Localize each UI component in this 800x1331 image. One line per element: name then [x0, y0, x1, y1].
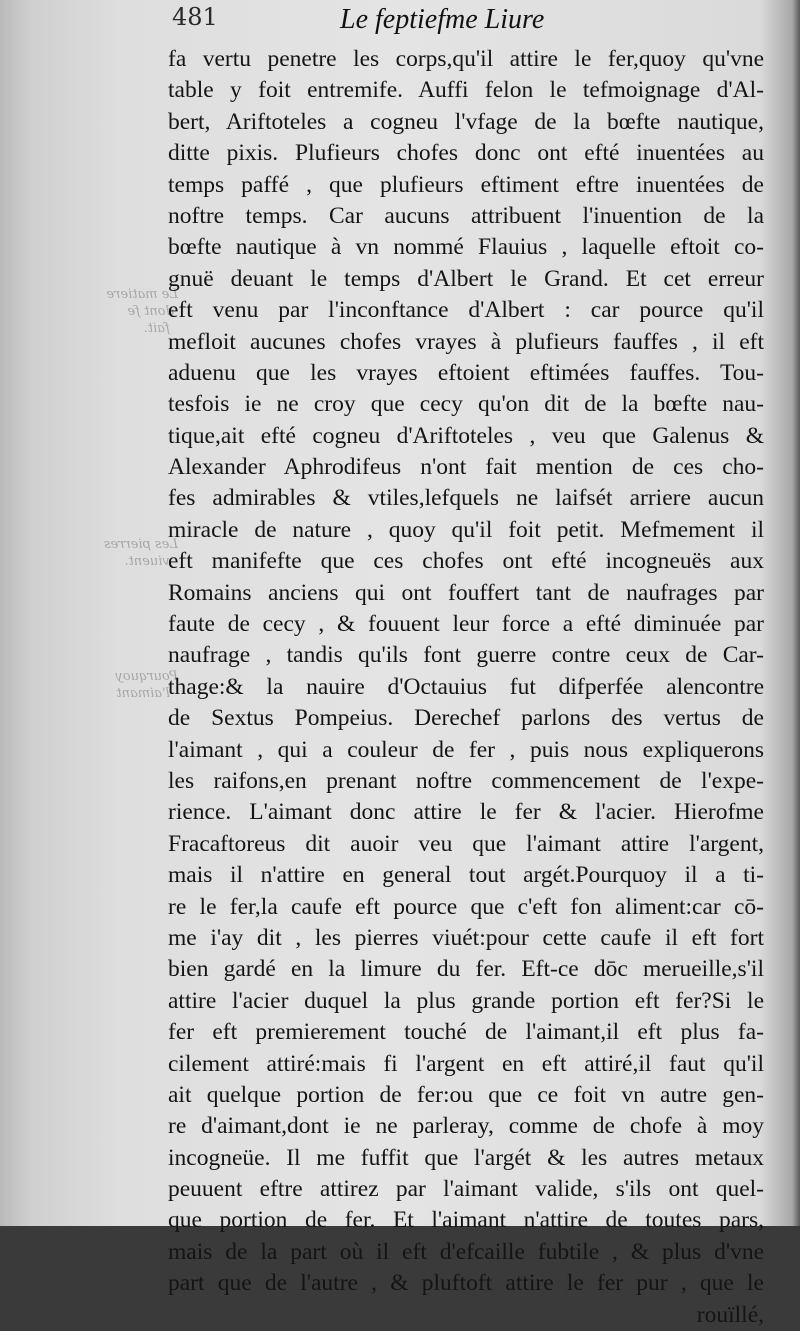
text-line: rouïllé, [696, 1301, 764, 1328]
text-line: de Sextus Pompeius. Derechef parlons des vertus de [168, 705, 764, 732]
text-line: incogneüe. Il me fuffit que l'argét & les autres metaux [168, 1144, 764, 1171]
running-title: Le feptiefme Liure [340, 4, 545, 35]
text-line: me i'ay dit , les pierres viuét:pour cette caufe il eft fort [168, 924, 764, 951]
show-through-marginalia-middle: Les pierres viuent. [103, 537, 178, 569]
text-line: bert, Ariftoteles a cogneu l'vfage de la bœfte nautique, [168, 108, 764, 135]
page-header [0, 0, 800, 40]
text-line: bien gardé en la limure du fer. Eft-ce dōc merueille,s'il [168, 956, 764, 983]
text-line: attire l'acier duquel la plus grande portion eft fer?Si le [168, 987, 764, 1014]
text-line: table y foit entremife. Auffi felon le tefmoignage d'Al- [168, 77, 764, 104]
text-line: noftre temps. Car aucuns attribuent l'inuention de la [168, 202, 764, 229]
text-line: gnuë deuant le temps d'Albert le Grand. Et cet erreur [168, 265, 764, 292]
text-line: l'aimant , qui a couleur de fer , puis nous expliquerons [168, 736, 764, 763]
text-line: re d'aimant,dont ie ne parleray, comme de chofe à moy [168, 1113, 764, 1140]
page-number: 481 [172, 3, 218, 31]
text-line: Romains anciens qui ont fouffert tant de naufrages par [168, 579, 764, 606]
text-line: naufrage , tandis qu'ils font guerre contre ceux de Car- [168, 642, 764, 669]
text-line: temps paffé , que plufieurs eftiment eftre inuentées de [168, 171, 764, 198]
text-line: tesfois ie ne croy que cecy qu'on dit de la bœfte nau- [168, 391, 764, 418]
text-line: miracle de nature , quoy qu'il foit petit. Mefmement il [168, 516, 764, 543]
text-line: peuuent eftre attirez par l'aimant valide, s'ils ont quel- [168, 1176, 764, 1203]
text-line: fes admirables & vtiles,lefquels ne laifsét arriere aucun [168, 485, 764, 512]
text-line: rience. L'aimant donc attire le fer & l'acier. Hierofme [168, 799, 764, 826]
text-line: tique,ait efté cogneu d'Ariftoteles , veu que Galenus & [168, 422, 764, 449]
show-through-marginalia-top: Le matiere dont fe fait. [106, 287, 178, 336]
text-line: faute de cecy , & fouuent leur force a efté diminuée par [168, 611, 764, 638]
text-line: cilement attiré:mais fi l'argent en eft attiré,il faut qu'il [168, 1050, 764, 1077]
text-line: mais il n'attire en general tout argét.Pourquoy il a ti- [168, 862, 764, 889]
body-text [168, 44, 764, 1331]
text-line: ait quelque portion de fer:ou que ce foit vn autre gen- [168, 1081, 764, 1108]
text-line: part que de l'autre , & pluftoft attire le fer pur , que le [168, 1270, 764, 1297]
text-line: fa vertu penetre les corps,qu'il attire le fer,quoy qu'vne [168, 46, 764, 72]
text-line: eft manifefte que ces chofes ont efté incogneuës aux [168, 548, 764, 575]
text-line: Fracaftoreus dit auoir veu que l'aimant attire l'argent, [168, 830, 764, 857]
text-line: les raifons,en prenant noftre commencement de l'expe- [168, 767, 764, 794]
text-line: Alexander Aphrodifeus n'ont fait mention de ces cho- [168, 454, 764, 481]
text-line: mefloit aucunes chofes vrayes à plufieurs fauffes , il eft [168, 328, 764, 355]
show-through-marginalia-bottom: Pourquoy l'aimant [115, 669, 178, 701]
text-line: que portion de fer. Et l'aimant n'attire de toutes pars, [168, 1207, 764, 1234]
text-line: eft venu par l'inconftance d'Albert : car pource qu'il [168, 297, 764, 324]
text-line: mais de la part où il eft d'efcaille fubtile , & plus d'vne [168, 1238, 764, 1265]
text-line: re le fer,la caufe eft pource que c'eft fon aliment:car cō- [168, 893, 764, 920]
text-line: bœfte nautique à vn nommé Flauius , laquelle eftoit co- [168, 234, 764, 261]
text-line: thage:& la nauire d'Octauius fut difperfée alencontre [168, 673, 764, 700]
text-line: aduenu que les vrayes eftoient eftimées fauffes. Tou- [168, 359, 764, 386]
text-line: ditte pixis. Plufieurs chofes donc ont efté inuentées au [168, 140, 764, 167]
text-line: fer eft premierement touché de l'aimant,il eft plus fa- [168, 1019, 764, 1046]
